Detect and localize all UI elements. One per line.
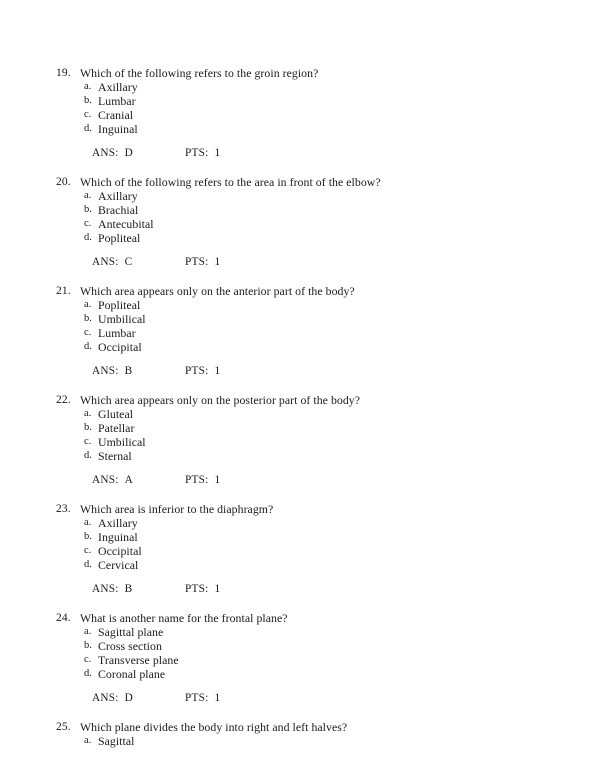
question-text: Which area is inferior to the diaphragm? — [80, 502, 274, 516]
question-text: Which of the following refers to the area in front of the elbow? — [80, 175, 381, 189]
option-letter: d. — [84, 232, 92, 243]
option-letter: a. — [84, 735, 92, 746]
points-label: PTS: — [185, 147, 209, 159]
question-stem — [56, 611, 556, 625]
option-letter: c. — [84, 327, 92, 338]
points-value: 1 — [214, 365, 221, 377]
option-list — [56, 80, 556, 136]
question-stem — [56, 284, 556, 298]
option-item[interactable] — [56, 421, 556, 435]
option-letter: a. — [84, 517, 92, 528]
option-text: Cross section — [98, 639, 162, 653]
option-item[interactable] — [56, 653, 556, 667]
option-text: Antecubital — [98, 217, 154, 231]
points-value: 1 — [214, 692, 221, 704]
option-item[interactable] — [56, 734, 556, 748]
option-item[interactable] — [56, 189, 556, 203]
option-item[interactable] — [56, 80, 556, 94]
question-text: Which area appears only on the posterior part of the body? — [80, 393, 361, 407]
question-block — [56, 66, 556, 160]
answer-label: ANS: — [92, 474, 119, 486]
option-text: Inguinal — [98, 122, 138, 136]
option-letter: c. — [84, 436, 92, 447]
question-block — [56, 611, 556, 705]
option-item[interactable] — [56, 530, 556, 544]
option-text: Gluteal — [98, 407, 134, 421]
question-number: 24. — [56, 612, 71, 624]
question-number: 20. — [56, 176, 71, 188]
option-text: Popliteal — [98, 298, 141, 312]
points-label: PTS: — [185, 474, 209, 486]
question-stem — [56, 66, 556, 80]
option-list — [56, 516, 556, 572]
option-text: Sagittal plane — [98, 625, 164, 639]
points-field — [185, 364, 220, 378]
answer-field — [92, 691, 185, 705]
option-letter: a. — [84, 81, 92, 92]
option-letter: a. — [84, 190, 92, 201]
option-text: Sternal — [98, 449, 132, 463]
option-letter: b. — [84, 313, 92, 324]
answer-field — [92, 582, 185, 596]
option-letter: c. — [84, 545, 92, 556]
answer-meta-row — [56, 582, 556, 596]
answer-meta-row — [56, 691, 556, 705]
option-letter: c. — [84, 218, 92, 229]
points-value: 1 — [214, 147, 221, 159]
answer-field — [92, 146, 185, 160]
question-number: 25. — [56, 721, 71, 733]
option-text: Occipital — [98, 544, 142, 558]
option-item[interactable] — [56, 122, 556, 136]
option-text: Sagittal — [98, 734, 135, 748]
answer-value: B — [124, 583, 133, 595]
question-block — [56, 284, 556, 378]
points-value: 1 — [214, 583, 221, 595]
points-field — [185, 473, 220, 487]
question-number: 21. — [56, 285, 71, 297]
option-letter: d. — [84, 668, 92, 679]
points-value: 1 — [214, 256, 221, 268]
option-item[interactable] — [56, 449, 556, 463]
answer-field — [92, 364, 185, 378]
option-text: Transverse plane — [98, 653, 179, 667]
option-text: Lumbar — [98, 326, 136, 340]
answer-value: C — [124, 256, 133, 268]
question-stem — [56, 175, 556, 189]
question-block — [56, 393, 556, 487]
answer-field — [92, 255, 185, 269]
question-stem — [56, 720, 556, 734]
option-list — [56, 734, 556, 748]
answer-label: ANS: — [92, 365, 119, 377]
option-item[interactable] — [56, 407, 556, 421]
option-letter: d. — [84, 559, 92, 570]
points-field — [185, 691, 220, 705]
question-block — [56, 720, 556, 748]
option-item[interactable] — [56, 108, 556, 122]
question-list — [56, 66, 556, 763]
answer-value: D — [124, 692, 133, 704]
option-letter: b. — [84, 640, 92, 651]
option-item[interactable] — [56, 94, 556, 108]
points-label: PTS: — [185, 365, 209, 377]
option-text: Occipital — [98, 340, 142, 354]
answer-label: ANS: — [92, 147, 119, 159]
option-text: Lumbar — [98, 94, 136, 108]
option-item[interactable] — [56, 558, 556, 572]
option-letter: b. — [84, 531, 92, 542]
option-item[interactable] — [56, 203, 556, 217]
option-item[interactable] — [56, 639, 556, 653]
option-letter: b. — [84, 95, 92, 106]
option-list — [56, 298, 556, 354]
points-label: PTS: — [185, 256, 209, 268]
points-value: 1 — [214, 474, 221, 486]
points-field — [185, 582, 220, 596]
question-stem — [56, 393, 556, 407]
answer-field — [92, 473, 185, 487]
points-field — [185, 255, 220, 269]
option-letter: c. — [84, 654, 92, 665]
answer-value: A — [124, 474, 133, 486]
option-item[interactable] — [56, 231, 556, 245]
option-text: Brachial — [98, 203, 139, 217]
option-text: Inguinal — [98, 530, 138, 544]
option-item[interactable] — [56, 312, 556, 326]
option-text: Coronal plane — [98, 667, 166, 681]
option-item[interactable] — [56, 435, 556, 449]
question-number: 22. — [56, 394, 71, 406]
answer-meta-row — [56, 364, 556, 378]
answer-label: ANS: — [92, 583, 119, 595]
option-item[interactable] — [56, 326, 556, 340]
question-text: Which area appears only on the anterior part of the body? — [80, 284, 355, 298]
question-block — [56, 502, 556, 596]
option-item[interactable] — [56, 625, 556, 639]
option-text: Patellar — [98, 421, 135, 435]
answer-meta-row — [56, 473, 556, 487]
option-letter: a. — [84, 626, 92, 637]
option-item[interactable] — [56, 340, 556, 354]
option-letter: a. — [84, 408, 92, 419]
option-text: Cervical — [98, 558, 139, 572]
option-text: Cranial — [98, 108, 134, 122]
option-list — [56, 189, 556, 245]
question-stem — [56, 502, 556, 516]
option-letter: d. — [84, 341, 92, 352]
answer-value: B — [124, 365, 133, 377]
answer-meta-row — [56, 146, 556, 160]
option-letter: b. — [84, 204, 92, 215]
option-text: Axillary — [98, 80, 138, 94]
option-letter: b. — [84, 422, 92, 433]
option-letter: a. — [84, 299, 92, 310]
option-text: Umbilical — [98, 312, 146, 326]
option-text: Popliteal — [98, 231, 141, 245]
option-item[interactable] — [56, 298, 556, 312]
option-list — [56, 625, 556, 681]
option-letter: d. — [84, 123, 92, 134]
option-item[interactable] — [56, 667, 556, 681]
question-text: Which of the following refers to the groin region? — [80, 66, 319, 80]
option-text: Axillary — [98, 189, 138, 203]
answer-label: ANS: — [92, 256, 119, 268]
question-number: 23. — [56, 503, 71, 515]
points-label: PTS: — [185, 692, 209, 704]
option-letter: d. — [84, 450, 92, 461]
option-list — [56, 407, 556, 463]
points-label: PTS: — [185, 583, 209, 595]
option-text: Umbilical — [98, 435, 146, 449]
answer-label: ANS: — [92, 692, 119, 704]
question-text: Which plane divides the body into right and left halves? — [80, 720, 348, 734]
question-text: What is another name for the frontal plane? — [80, 611, 288, 625]
answer-meta-row — [56, 255, 556, 269]
option-item[interactable] — [56, 516, 556, 530]
option-item[interactable] — [56, 217, 556, 231]
option-text: Axillary — [98, 516, 138, 530]
option-letter: c. — [84, 109, 92, 120]
points-field — [185, 146, 220, 160]
question-block — [56, 175, 556, 269]
question-number: 19. — [56, 67, 71, 79]
answer-value: D — [124, 147, 133, 159]
option-item[interactable] — [56, 544, 556, 558]
